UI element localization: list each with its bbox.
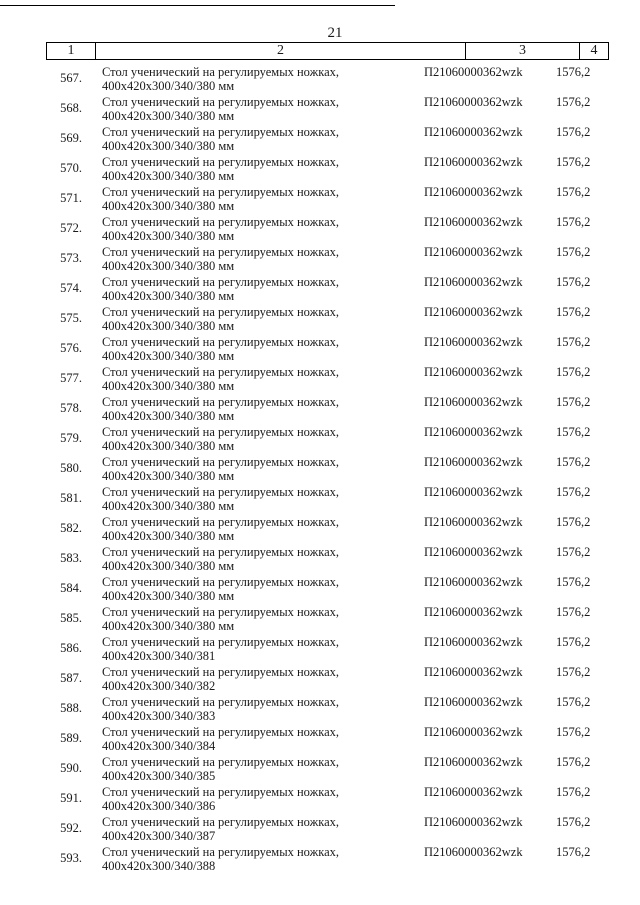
row-description xyxy=(102,125,402,153)
table-row xyxy=(0,605,640,635)
table-row xyxy=(0,365,640,395)
description-line-1: Стол ученический на регулируемых ножках, xyxy=(102,65,340,79)
table-row xyxy=(0,725,640,755)
row-code: П21060000362wzk xyxy=(424,605,523,619)
description-line-2: 400x420x300/340/380 мм xyxy=(102,469,235,483)
row-code: П21060000362wzk xyxy=(424,245,523,259)
description-line-2: 400x420x300/340/380 мм xyxy=(102,589,235,603)
description-line-1: Стол ученический на регулируемых ножках, xyxy=(102,275,340,289)
description-line-1: Стол ученический на регулируемых ножках, xyxy=(102,665,340,679)
row-price: 1576,2 xyxy=(556,365,591,379)
table-row xyxy=(0,125,640,155)
page-number: 21 xyxy=(327,25,343,41)
table-row xyxy=(0,815,640,845)
row-code: П21060000362wzk xyxy=(424,155,523,169)
row-code: П21060000362wzk xyxy=(424,575,523,589)
row-description xyxy=(102,695,402,723)
description-line-1: Стол ученический на регулируемых ножках, xyxy=(102,515,340,529)
row-number: 593. xyxy=(60,851,82,865)
row-code: П21060000362wzk xyxy=(424,275,523,289)
description-line-1: Стол ученический на регулируемых ножках, xyxy=(102,155,340,169)
header-col-3: 3 xyxy=(466,43,580,59)
row-number: 573. xyxy=(60,251,82,265)
row-code: П21060000362wzk xyxy=(424,515,523,529)
row-price: 1576,2 xyxy=(556,695,591,709)
row-description xyxy=(102,215,402,243)
row-number: 590. xyxy=(60,761,82,775)
row-price: 1576,2 xyxy=(556,815,591,829)
row-price: 1576,2 xyxy=(556,755,591,769)
table-row xyxy=(0,335,640,365)
description-line-1: Стол ученический на регулируемых ножках, xyxy=(102,455,340,469)
header-col-2: 2 xyxy=(96,43,466,59)
row-description xyxy=(102,65,402,93)
description-line-1: Стол ученический на регулируемых ножках, xyxy=(102,695,340,709)
description-line-2: 400x420x300/340/380 мм xyxy=(102,229,235,243)
row-code: П21060000362wzk xyxy=(424,845,523,859)
row-price: 1576,2 xyxy=(556,485,591,499)
row-price: 1576,2 xyxy=(556,545,591,559)
row-price: 1576,2 xyxy=(556,455,591,469)
row-description xyxy=(102,455,402,483)
row-price: 1576,2 xyxy=(556,65,591,79)
description-line-1: Стол ученический на регулируемых ножках, xyxy=(102,635,340,649)
row-description xyxy=(102,275,402,303)
row-number: 584. xyxy=(60,581,82,595)
table-row xyxy=(0,665,640,695)
row-number: 585. xyxy=(60,611,82,625)
row-number: 579. xyxy=(60,431,82,445)
row-number: 586. xyxy=(60,641,82,655)
row-number: 582. xyxy=(60,521,82,535)
header-col-1: 1 xyxy=(47,43,96,59)
row-code: П21060000362wzk xyxy=(424,545,523,559)
row-price: 1576,2 xyxy=(556,515,591,529)
row-code: П21060000362wzk xyxy=(424,485,523,499)
row-description xyxy=(102,425,402,453)
row-number: 588. xyxy=(60,701,82,715)
row-number: 568. xyxy=(60,101,82,115)
description-line-2: 400x420x300/340/383 xyxy=(102,709,216,723)
description-line-1: Стол ученический на регулируемых ножках, xyxy=(102,485,340,499)
row-price: 1576,2 xyxy=(556,245,591,259)
row-description xyxy=(102,305,402,333)
row-price: 1576,2 xyxy=(556,395,591,409)
description-line-2: 400x420x300/340/380 мм xyxy=(102,439,235,453)
description-line-1: Стол ученический на регулируемых ножках, xyxy=(102,125,340,139)
row-code: П21060000362wzk xyxy=(424,95,523,109)
row-description xyxy=(102,185,402,213)
row-price: 1576,2 xyxy=(556,125,591,139)
row-code: П21060000362wzk xyxy=(424,635,523,649)
description-line-1: Стол ученический на регулируемых ножках, xyxy=(102,425,340,439)
description-line-1: Стол ученический на регулируемых ножках, xyxy=(102,785,340,799)
description-line-1: Стол ученический на регулируемых ножках, xyxy=(102,545,340,559)
table-row xyxy=(0,305,640,335)
row-number: 569. xyxy=(60,131,82,145)
row-description xyxy=(102,515,402,543)
row-price: 1576,2 xyxy=(556,95,591,109)
description-line-2: 400x420x300/340/380 мм xyxy=(102,79,235,93)
table-row xyxy=(0,245,640,275)
description-line-2: 400x420x300/340/387 xyxy=(102,829,216,843)
description-line-2: 400x420x300/340/388 xyxy=(102,859,216,873)
row-code: П21060000362wzk xyxy=(424,695,523,709)
description-line-2: 400x420x300/340/380 мм xyxy=(102,559,235,573)
table-row xyxy=(0,635,640,665)
table-row xyxy=(0,185,640,215)
description-line-1: Стол ученический на регулируемых ножках, xyxy=(102,95,340,109)
row-code: П21060000362wzk xyxy=(424,455,523,469)
row-number: 570. xyxy=(60,161,82,175)
row-price: 1576,2 xyxy=(556,335,591,349)
row-number: 581. xyxy=(60,491,82,505)
row-code: П21060000362wzk xyxy=(424,185,523,199)
description-line-2: 400x420x300/340/380 мм xyxy=(102,409,235,423)
row-code: П21060000362wzk xyxy=(424,785,523,799)
table-row xyxy=(0,575,640,605)
table-row xyxy=(0,695,640,725)
row-code: П21060000362wzk xyxy=(424,395,523,409)
row-code: П21060000362wzk xyxy=(424,365,523,379)
description-line-2: 400x420x300/340/380 мм xyxy=(102,499,235,513)
description-line-1: Стол ученический на регулируемых ножках, xyxy=(102,305,340,319)
description-line-1: Стол ученический на регулируемых ножках, xyxy=(102,395,340,409)
row-number: 592. xyxy=(60,821,82,835)
row-number: 567. xyxy=(60,71,82,85)
row-number: 571. xyxy=(60,191,82,205)
row-code: П21060000362wzk xyxy=(424,425,523,439)
table-row xyxy=(0,455,640,485)
description-line-2: 400x420x300/340/380 мм xyxy=(102,379,235,393)
row-price: 1576,2 xyxy=(556,185,591,199)
row-description xyxy=(102,245,402,273)
top-rule xyxy=(0,5,395,6)
description-line-2: 400x420x300/340/381 xyxy=(102,649,216,663)
description-line-2: 400x420x300/340/380 мм xyxy=(102,109,235,123)
row-code: П21060000362wzk xyxy=(424,65,523,79)
row-number: 591. xyxy=(60,791,82,805)
row-number: 575. xyxy=(60,311,82,325)
row-number: 574. xyxy=(60,281,82,295)
table-row xyxy=(0,395,640,425)
row-price: 1576,2 xyxy=(556,635,591,649)
table-header xyxy=(46,42,609,60)
description-line-2: 400x420x300/340/380 мм xyxy=(102,319,235,333)
description-line-2: 400x420x300/340/380 мм xyxy=(102,619,235,633)
table-row xyxy=(0,95,640,125)
description-line-1: Стол ученический на регулируемых ножках, xyxy=(102,365,340,379)
row-number: 589. xyxy=(60,731,82,745)
row-description xyxy=(102,725,402,753)
row-description xyxy=(102,815,402,843)
row-description xyxy=(102,755,402,783)
row-price: 1576,2 xyxy=(556,275,591,289)
row-code: П21060000362wzk xyxy=(424,815,523,829)
row-code: П21060000362wzk xyxy=(424,725,523,739)
table-row xyxy=(0,545,640,575)
description-line-2: 400x420x300/340/380 мм xyxy=(102,169,235,183)
row-description xyxy=(102,335,402,363)
row-number: 578. xyxy=(60,401,82,415)
row-description xyxy=(102,545,402,573)
description-line-1: Стол ученический на регулируемых ножках, xyxy=(102,605,340,619)
table-row xyxy=(0,65,640,95)
row-number: 587. xyxy=(60,671,82,685)
description-line-1: Стол ученический на регулируемых ножках, xyxy=(102,215,340,229)
row-price: 1576,2 xyxy=(556,575,591,589)
table-row xyxy=(0,155,640,185)
row-description xyxy=(102,575,402,603)
table-row xyxy=(0,425,640,455)
row-price: 1576,2 xyxy=(556,155,591,169)
row-code: П21060000362wzk xyxy=(424,335,523,349)
row-description xyxy=(102,665,402,693)
row-price: 1576,2 xyxy=(556,215,591,229)
row-price: 1576,2 xyxy=(556,605,591,619)
description-line-2: 400x420x300/340/385 xyxy=(102,769,216,783)
row-number: 572. xyxy=(60,221,82,235)
row-price: 1576,2 xyxy=(556,425,591,439)
row-description xyxy=(102,155,402,183)
row-price: 1576,2 xyxy=(556,785,591,799)
table-row xyxy=(0,845,640,875)
row-description xyxy=(102,635,402,663)
row-number: 577. xyxy=(60,371,82,385)
row-code: П21060000362wzk xyxy=(424,125,523,139)
description-line-1: Стол ученический на регулируемых ножках, xyxy=(102,335,340,349)
row-description xyxy=(102,845,402,873)
description-line-2: 400x420x300/340/386 xyxy=(102,799,216,813)
table-row xyxy=(0,755,640,785)
row-code: П21060000362wzk xyxy=(424,215,523,229)
description-line-2: 400x420x300/340/380 мм xyxy=(102,259,235,273)
header-col-4: 4 xyxy=(590,43,598,58)
row-description xyxy=(102,785,402,813)
description-line-2: 400x420x300/340/380 мм xyxy=(102,139,235,153)
description-line-2: 400x420x300/340/382 xyxy=(102,679,216,693)
row-description xyxy=(102,95,402,123)
row-price: 1576,2 xyxy=(556,665,591,679)
description-line-1: Стол ученический на регулируемых ножках, xyxy=(102,185,340,199)
row-description xyxy=(102,605,402,633)
description-line-1: Стол ученический на регулируемых ножках, xyxy=(102,845,340,859)
description-line-1: Стол ученический на регулируемых ножках, xyxy=(102,245,340,259)
description-line-1: Стол ученический на регулируемых ножках, xyxy=(102,575,340,589)
row-price: 1576,2 xyxy=(556,305,591,319)
row-number: 580. xyxy=(60,461,82,475)
row-description xyxy=(102,485,402,513)
description-line-1: Стол ученический на регулируемых ножках, xyxy=(102,815,340,829)
row-price: 1576,2 xyxy=(556,845,591,859)
table-row xyxy=(0,275,640,305)
description-line-2: 400x420x300/340/380 мм xyxy=(102,349,235,363)
row-description xyxy=(102,395,402,423)
table-row xyxy=(0,485,640,515)
row-number: 583. xyxy=(60,551,82,565)
description-line-2: 400x420x300/340/380 мм xyxy=(102,529,235,543)
row-code: П21060000362wzk xyxy=(424,305,523,319)
row-description xyxy=(102,365,402,393)
description-line-2: 400x420x300/340/380 мм xyxy=(102,289,235,303)
row-number: 576. xyxy=(60,341,82,355)
table-row xyxy=(0,215,640,245)
description-line-1: Стол ученический на регулируемых ножках, xyxy=(102,725,340,739)
row-price: 1576,2 xyxy=(556,725,591,739)
row-code: П21060000362wzk xyxy=(424,755,523,769)
description-line-2: 400x420x300/340/380 мм xyxy=(102,199,235,213)
description-line-2: 400x420x300/340/384 xyxy=(102,739,216,753)
row-code: П21060000362wzk xyxy=(424,665,523,679)
table-row xyxy=(0,785,640,815)
description-line-1: Стол ученический на регулируемых ножках, xyxy=(102,755,340,769)
table-row xyxy=(0,515,640,545)
